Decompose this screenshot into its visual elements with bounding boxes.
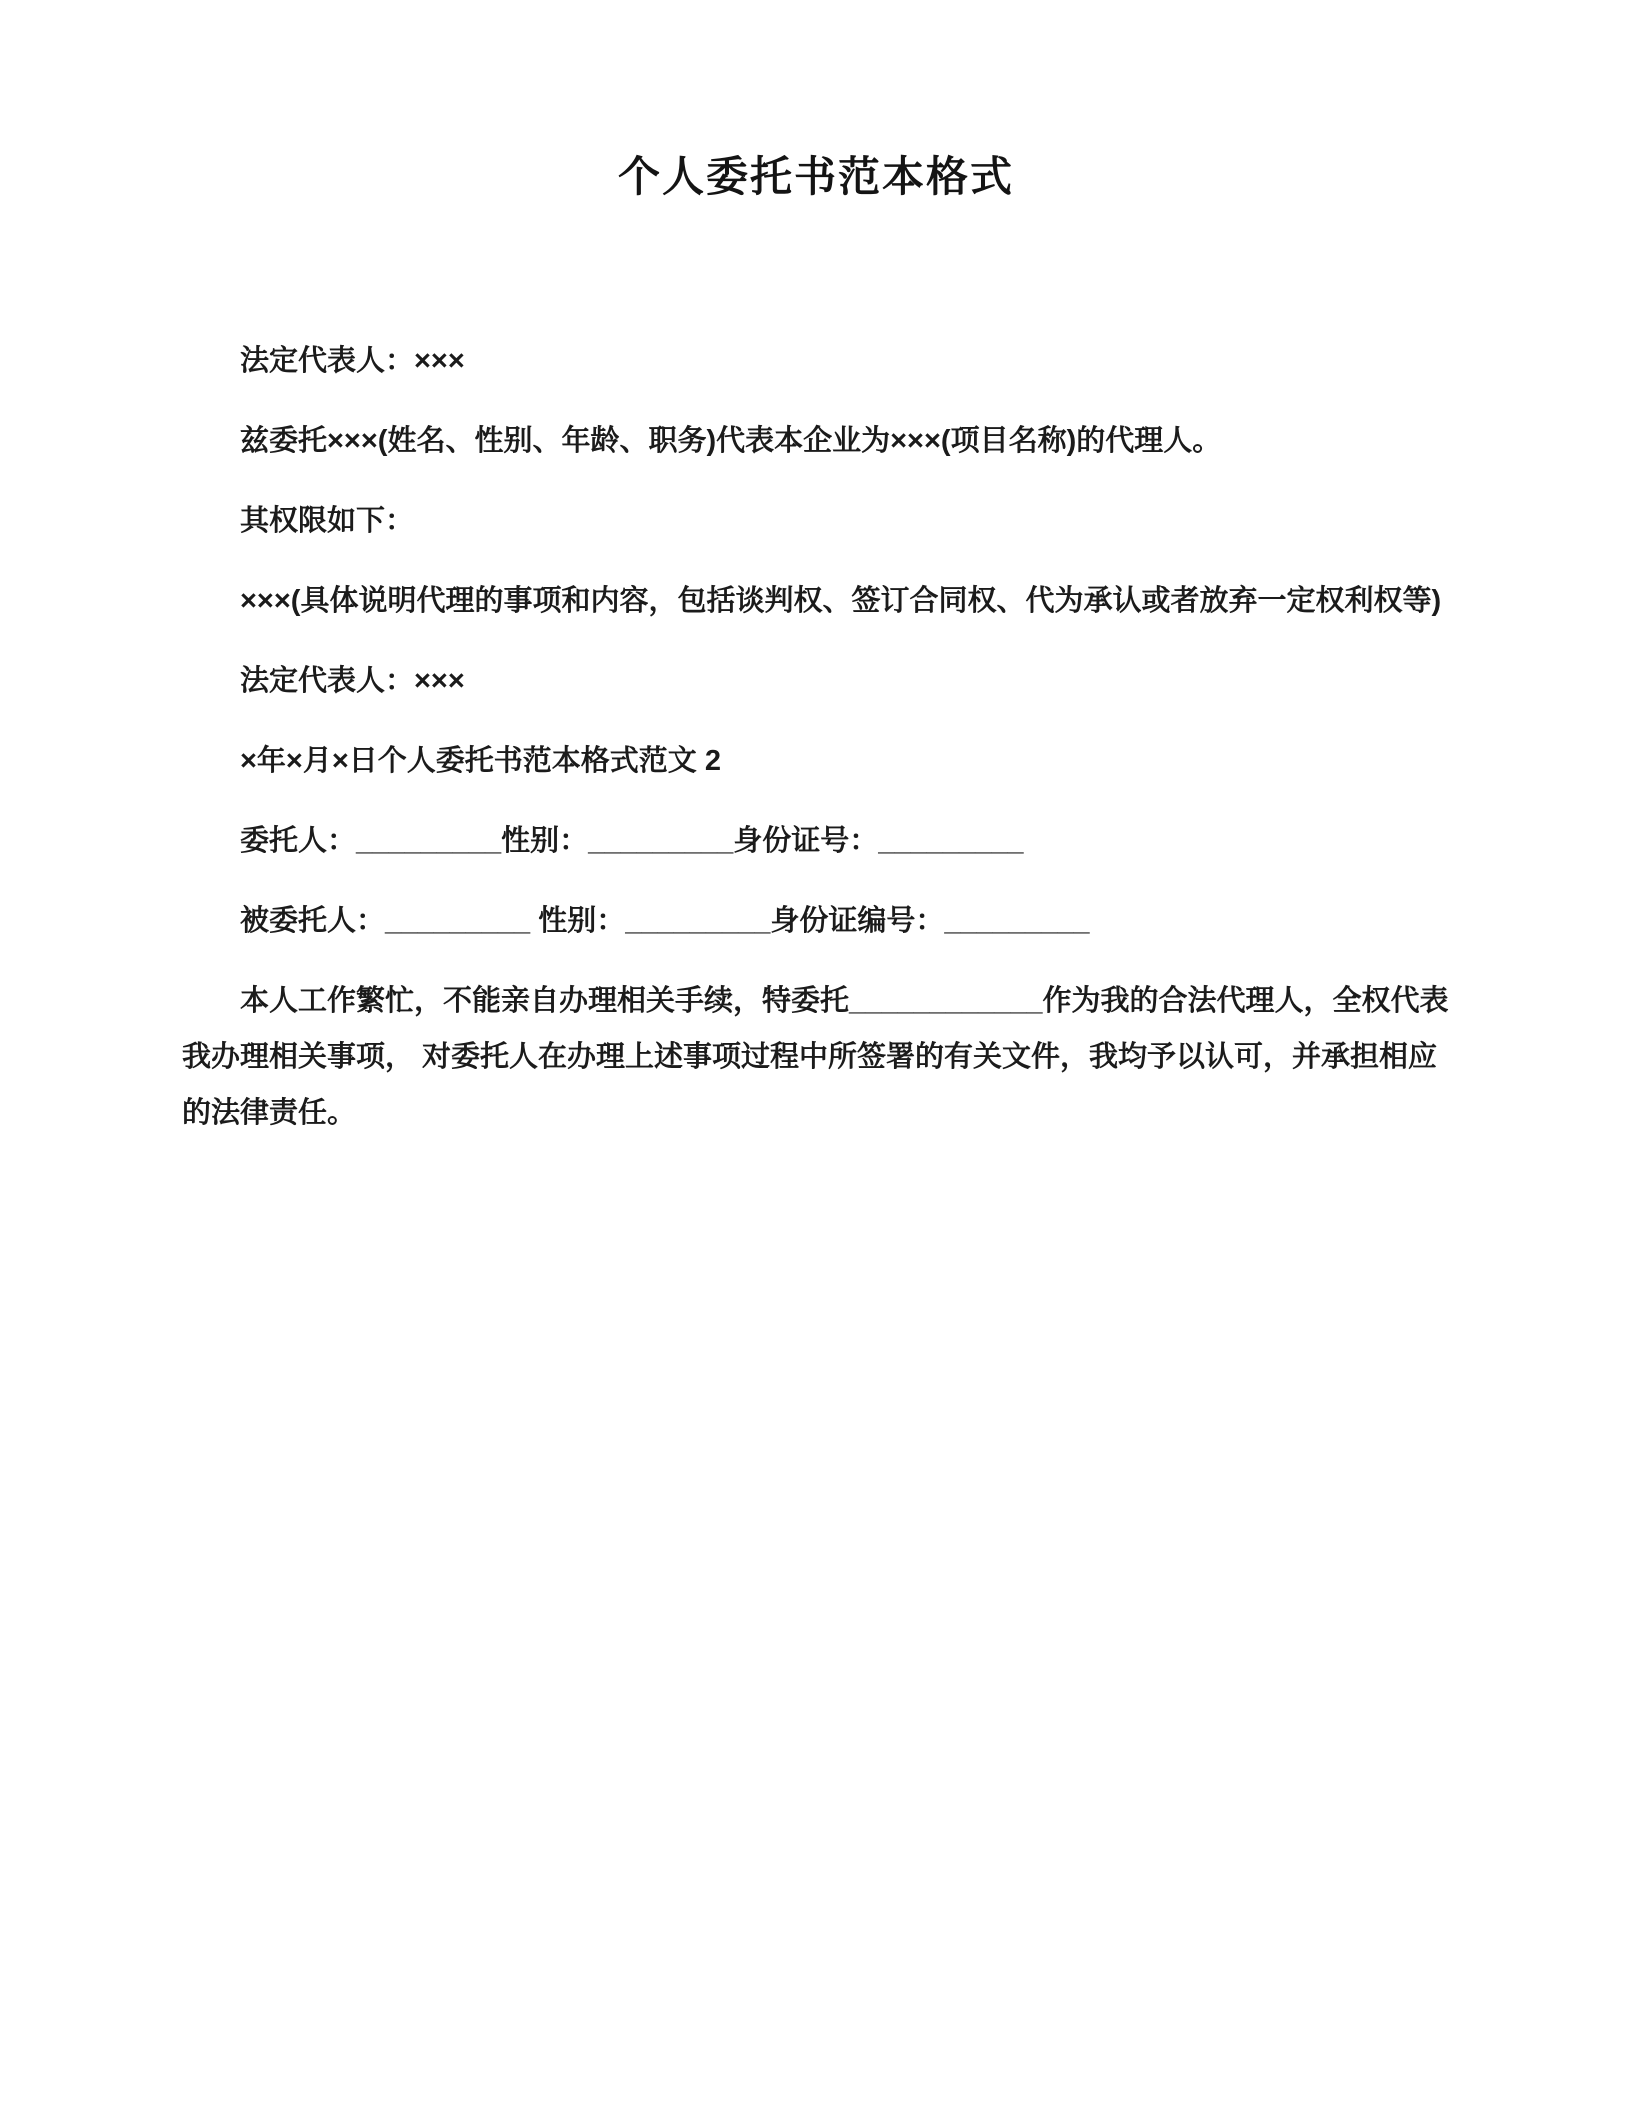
document-title: 个人委托书范本格式 [617, 153, 1014, 200]
paragraph: 法定代表人：××× [240, 344, 465, 377]
paragraph: 兹委托×××(姓名、性别、年龄、职务)代表本企业为×××(项目名称)的代理人。 [240, 424, 1222, 457]
paragraph: ×年×月×日个人委托书范本格式范文 2 [240, 744, 721, 777]
paragraph: 本人工作繁忙，不能亲自办理相关手续，特委托____________作为我的合法代理人，全权代表我办理相关事项， 对委托人在办理上述事项过程中所签署的有关文件，我均予以认可，并承担相应的法律责任。 [182, 984, 1449, 1129]
paragraph: ×××(具体说明代理的事项和内容，包括谈判权、签订合同权、代为承认或者放弃一定权利权等) [240, 584, 1442, 617]
paragraph: 其权限如下： [240, 504, 415, 537]
document-body [182, 333, 1450, 1141]
paragraph: 被委托人：_________ 性别：_________身份证编号：_________ [240, 904, 1090, 937]
paragraph: 委托人：_________性别：_________身份证号：_________ [240, 824, 1024, 857]
paragraph: 法定代表人：××× [240, 664, 465, 697]
